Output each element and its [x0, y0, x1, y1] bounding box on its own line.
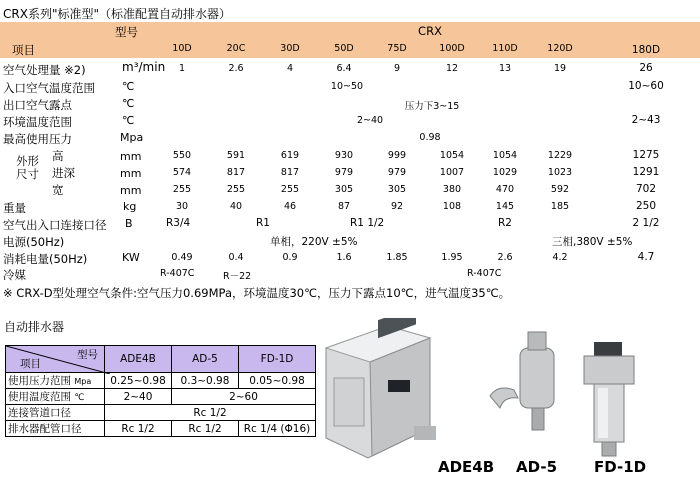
ambient-value-180d: 2~43 [631, 114, 661, 126]
drain-model-label: 型号 [77, 349, 98, 361]
port-value-50d-75d: R1 1/2 [350, 217, 385, 229]
model-header-label: 型号 [115, 25, 138, 39]
unit-port: B [125, 217, 133, 230]
row-label-outlet-dew: 出口空气露点 [3, 98, 72, 112]
depth-value: 979 [334, 167, 354, 178]
model-120d: 120D [547, 43, 573, 54]
row-label-max-pressure: 最高使用压力 [3, 132, 72, 146]
drain-pressure-fd1d: 0.05~0.98 [239, 373, 316, 389]
inlet-temp-value-180d: 10~60 [628, 80, 664, 92]
airflow-value: 13 [498, 63, 512, 74]
series-header: CRX [418, 24, 442, 38]
airflow-value: 6.4 [336, 63, 352, 74]
width-value: 255 [172, 184, 192, 195]
unit-max-pressure: Mpa [120, 131, 144, 144]
consumption-value: 0.4 [228, 252, 244, 263]
item-header-label: 项目 [12, 43, 35, 57]
width-value: 592 [550, 184, 570, 195]
weight-value: 40 [229, 201, 243, 212]
unit-height: mm [120, 150, 142, 163]
drain-model-ade4b: ADE4B [105, 346, 172, 373]
port-value-10d: R3/4 [166, 217, 191, 229]
weight-value: 46 [283, 201, 297, 212]
airflow-value: 12 [445, 63, 459, 74]
refrigerant-value-others: R-407C [467, 268, 502, 279]
row-label-inlet-temp: 入口空气温度范围 [3, 81, 95, 95]
row-label-power: 电源(50Hz) [3, 235, 65, 249]
drain-port-fd1d: Rc 1/4 (Φ16) [239, 421, 316, 437]
row-label-width: 宽 [52, 183, 64, 197]
model-10d: 10D [172, 43, 192, 54]
drain-spec-table [5, 345, 316, 437]
drain-pressure-ade4b: 0.25~0.98 [105, 373, 172, 389]
page-title: CRX系列"标准型"（标准配置自动排水器） [3, 7, 231, 21]
airflow-value: 19 [553, 63, 567, 74]
model-100d: 100D [439, 43, 465, 54]
drain-model-ad5: AD-5 [172, 346, 239, 373]
width-value: 470 [495, 184, 515, 195]
height-value: 930 [334, 150, 354, 161]
drain-temp-unit: ℃ [74, 393, 85, 403]
drain-pressure-unit: Mpa [74, 377, 92, 386]
airflow-value: 4 [286, 63, 294, 74]
weight-value: 87 [337, 201, 351, 212]
unit-weight: kg [123, 200, 137, 213]
drain-connect-value: Rc 1/2 [105, 405, 316, 421]
drain-pressure-label: 使用压力范围 [8, 375, 71, 387]
width-value: 305 [334, 184, 354, 195]
unit-inlet-temp: ℃ [122, 80, 135, 93]
drain-header-corner [6, 346, 105, 373]
consumption-value: 4.2 [552, 252, 568, 263]
height-value: 999 [387, 150, 407, 161]
model-110d: 110D [492, 43, 518, 54]
model-30d: 30D [280, 43, 300, 54]
height-value: 550 [172, 150, 192, 161]
drain-temp-label: 使用温度范围 [8, 391, 71, 403]
port-value-20c-30d: R1 [256, 217, 270, 229]
depth-value: 1291 [632, 166, 660, 178]
row-label-airflow: 空气处理量 ※2) [3, 63, 86, 77]
height-value: 1054 [492, 150, 518, 161]
depth-value: 979 [387, 167, 407, 178]
row-label-ambient: 环境温度范围 [3, 115, 72, 129]
model-180d: 180D [631, 44, 661, 56]
weight-value: 108 [442, 201, 462, 212]
depth-value: 1007 [439, 167, 465, 178]
drain-port-label: 排水器配管口径 [6, 421, 105, 437]
port-value-100d-120d: R2 [498, 217, 512, 229]
model-75d: 75D [387, 43, 407, 54]
row-label-weight: 重量 [3, 201, 26, 215]
drain-temp-ade4b: 2~40 [105, 389, 172, 405]
consumption-value: 2.6 [497, 252, 513, 263]
photo-label-fd1d: FD-1D [594, 458, 647, 476]
consumption-value: 0.9 [282, 252, 298, 263]
photo-label-ad5: AD-5 [516, 458, 558, 476]
drain-section-title: 自动排水器 [4, 320, 65, 334]
max-pressure-value: 0.98 [419, 132, 441, 143]
weight-value: 30 [175, 201, 189, 212]
power-value-three: 三相,380V ±5% [552, 236, 633, 248]
drain-row-pressure [6, 373, 105, 389]
photo-label-ade4b: ADE4B [438, 458, 495, 476]
consumption-value: 1.6 [336, 252, 352, 263]
drain-connect-label: 连接管道口径 [6, 405, 105, 421]
row-label-port: 空气出入口连接口径 [3, 218, 107, 232]
refrigerant-value-20c: R－22 [223, 271, 252, 282]
refrigerant-value-10d: R-407C [160, 268, 195, 279]
width-value: 380 [442, 184, 462, 195]
unit-ambient: ℃ [122, 114, 135, 127]
footnote: ※ CRX-D型处理空气条件:空气压力0.69MPa，环境温度30℃，压力下露点10℃，进气温度35℃。 [3, 286, 511, 300]
weight-value: 250 [635, 200, 657, 212]
inlet-temp-value: 10~50 [330, 81, 364, 92]
airflow-value: 9 [393, 63, 401, 74]
row-label-height: 高 [52, 149, 64, 163]
depth-value: 817 [280, 167, 300, 178]
weight-value: 92 [390, 201, 404, 212]
height-value: 1054 [439, 150, 465, 161]
unit-depth: mm [120, 167, 142, 180]
unit-width: mm [120, 184, 142, 197]
drain-port-ad5: Rc 1/2 [172, 421, 239, 437]
width-value: 255 [226, 184, 246, 195]
consumption-value: 0.49 [171, 252, 193, 263]
port-value-180d: 2 1/2 [632, 217, 660, 229]
height-value: 591 [226, 150, 246, 161]
drain-port-ade4b: Rc 1/2 [105, 421, 172, 437]
width-value: 255 [280, 184, 300, 195]
model-50d: 50D [334, 43, 354, 54]
unit-airflow: m³/min [122, 60, 166, 74]
width-value: 305 [387, 184, 407, 195]
consumption-value: 1.85 [386, 252, 408, 263]
width-value: 702 [635, 183, 657, 195]
outlet-dew-value: 压力下3~15 [404, 101, 460, 112]
consumption-value: 4.7 [637, 251, 655, 263]
drain-pressure-ad5: 0.3~0.98 [172, 373, 239, 389]
height-value: 619 [280, 150, 300, 161]
weight-value: 145 [495, 201, 515, 212]
depth-value: 1023 [547, 167, 573, 178]
airflow-value: 26 [639, 62, 653, 74]
row-label-depth: 进深 [52, 166, 75, 180]
depth-value: 1029 [492, 167, 518, 178]
depth-value: 574 [172, 167, 192, 178]
model-20c: 20C [226, 43, 246, 54]
drain-temp-ad5-fd1d: 2~60 [172, 389, 316, 405]
row-label-refrigerant: 冷媒 [3, 268, 26, 282]
drain-row-temp [6, 389, 105, 405]
airflow-value: 1 [178, 63, 186, 74]
height-value: 1229 [547, 150, 573, 161]
unit-outlet-dew: ℃ [122, 97, 135, 110]
airflow-value: 2.6 [228, 63, 244, 74]
height-value: 1275 [632, 149, 660, 161]
drain-item-label: 项目 [20, 358, 41, 370]
row-label-consumption: 消耗电量(50Hz) [3, 252, 88, 266]
ambient-value: 2~40 [356, 115, 384, 126]
power-value-single: 单相，220V ±5% [270, 236, 358, 248]
row-label-dimensions: 外形尺寸 [16, 154, 39, 181]
consumption-value: 1.95 [441, 252, 463, 263]
drain-model-fd1d: FD-1D [239, 346, 316, 373]
unit-consumption: KW [122, 251, 140, 264]
depth-value: 817 [226, 167, 246, 178]
weight-value: 185 [550, 201, 570, 212]
